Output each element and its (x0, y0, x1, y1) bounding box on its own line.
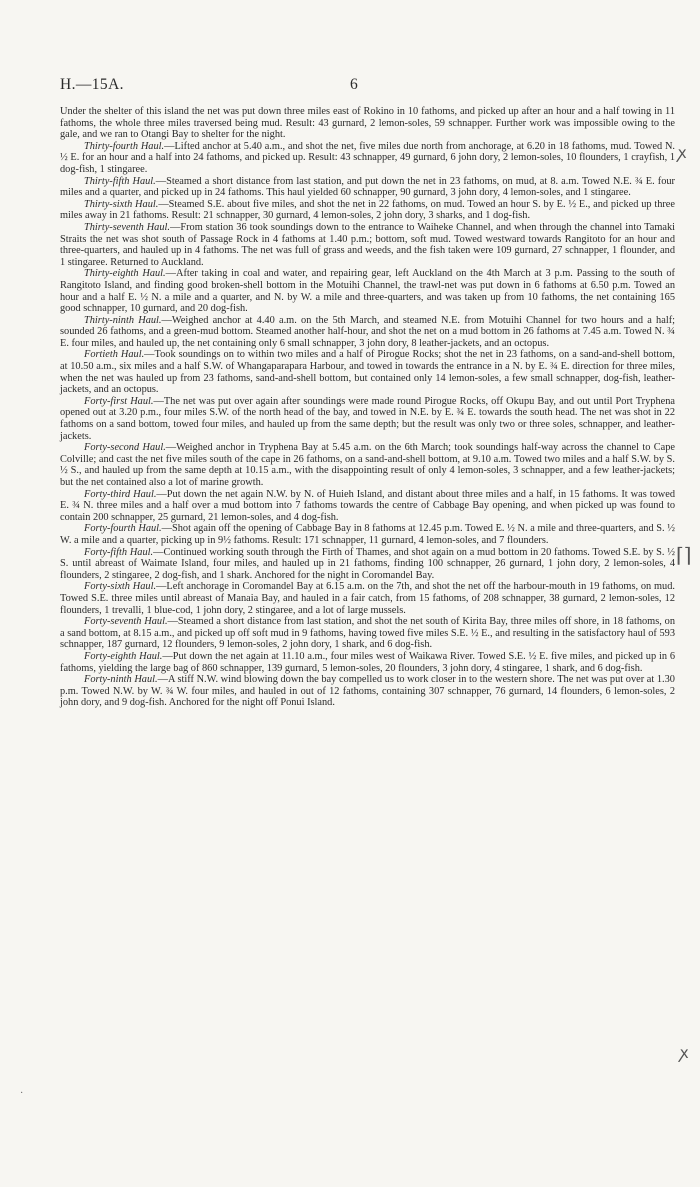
paragraph-text: —From station 36 took soundings down to the entrance to Waiheke Channel, and when through the channel into Tamaki Straits the net was shot south of Passage Rock in 4 fathoms at 1.40 p.m.; bottom, soft mud. Towed westward towards Rangitoto for an hour and three-quarters, and hauled up in 4 fathoms. The net was full of grass and weeds, and the fish taken were 109 gurnard, 27 schnapper, 1 flounder, and 1 stingaree. Returned to Auckland. (60, 221, 676, 268)
haul-40-paragraph (60, 349, 675, 395)
haul-44-paragraph (60, 523, 675, 546)
haul-49-paragraph (60, 674, 675, 709)
paragraph-text: —Steamed a short distance from last station, and shot the net south of Kirita Bay, three miles off shore, in 18 fathoms, on a sand bottom, at 8.15 a.m., and picked up off soft mud in 9 fathoms, having towed five miles S.E. ½ E., and resulting in the satisfactory haul of 593 schnapper, 187 gurnard, 12 flounders, 9 lemon-soles, 2 john dory, 1 shark, and 6 dog-fish. (60, 616, 675, 651)
haul-39-paragraph (60, 315, 675, 350)
body-text (60, 106, 675, 709)
haul-title: Forty-second Haul. (84, 442, 166, 454)
paragraph-text: —Put down the net again N.W. by N. of Huieh Island, and distant about three miles and a half, in 15 fathoms. It was towed E. ¾ N. three miles and a half over a mud bottom into 7 fathoms towards the centre of Cabbage Bay opening, and when picked up was found to contain 200 schnapper, 25 gurnard, 21 lemon-soles, and 4 dog-fish. (60, 488, 675, 523)
paragraph-text: —Lifted anchor at 5.40 a.m., and shot the net, five miles due north from anchorage, at 6.20 in 18 fathoms, mud. Towed N. ½ E. for an hour and a half into 24 fathoms, and picked up. Result: 43 schnapper, 49 gurnard, 6 john dory, 2 lemon-soles, 10 flounders, 1 crayfish, 1 dog-fish, 1 stingaree. (60, 140, 675, 175)
haul-43-paragraph (60, 489, 675, 524)
paragraph-intro (60, 106, 675, 141)
paragraph-text: —Shot again off the opening of Cabbage Bay in 8 fathoms at 12.45 p.m. Towed E. ½ N. a mile and three-quarters, and S. ½ W. a mile and a quarter, picking up in 9½ fathoms. Result: 171 schnapper, 11 gurnard, 4 lemon-soles, and 7 flounders. (60, 523, 675, 546)
paragraph-text: —Left anchorage in Coromandel Bay at 6.15 a.m. on the 7th, and shot the net off the harbour-mouth in 19 fathoms, on mud. Towed S.E. three miles until abreast of Manaia Bay, and hauled in a fair catch, from 15 fathoms, of 208 schnapper, 38 gurnard, 2 lemon-soles, 12 flounders, 1 trevalli, 1 blue-cod, 1 john dory, 2 stingaree, and a lot of large mussels. (60, 581, 675, 616)
haul-title: Fortieth Haul. (84, 349, 145, 361)
haul-title: Forty-sixth Haul. (84, 581, 157, 593)
haul-34-paragraph (60, 141, 675, 176)
haul-title: Forty-fifth Haul. (84, 546, 154, 558)
haul-35-paragraph (60, 176, 675, 199)
haul-46-paragraph (60, 581, 675, 616)
document-reference: H.—15A. (60, 76, 124, 93)
haul-38-paragraph (60, 268, 675, 314)
paragraph-text: —Steamed a short distance from last station, and put down the net in 23 fathoms, on mud, at 8. a.m. Towed N.E. ¾ E. four miles and a quarter, and picked up in 24 fathoms. This haul yielded 60 schnapper, 90 gurnard, 3 john dory, 4 lemon-soles, and 1 stingaree. (60, 175, 675, 199)
haul-45-paragraph (60, 547, 675, 582)
haul-title: Thirty-fifth Haul. (84, 175, 156, 187)
paragraph-text: —Weighed anchor at 4.40 a.m. on the 5th March, and steamed N.E. from Motuihi Channel for two hours and a half; sounded 26 fathoms, and a green-mud bottom. Steamed another half-hour, and shot the net on a mud bottom in 26 fathoms at 7.45 a.m. Towed N. ¾ E. four miles, and hauled up, the net containing only 6 small schnapper, 3 john dory, 8 leather-jackets, and an octopus. (60, 314, 676, 349)
margin-dot: · (20, 1088, 24, 1099)
haul-title: Thirty-fourth Haul. (84, 140, 165, 152)
haul-title: Thirty-sixth Haul. (84, 198, 159, 210)
margin-bracket-mark: ⌈⌉ (676, 545, 692, 567)
haul-title: Forty-seventh Haul. (84, 616, 168, 628)
haul-title: Thirty-seventh Haul. (84, 221, 170, 233)
paragraph-text: —Weighed anchor in Tryphena Bay at 5.45 a.m. on the 6th March; took soundings half-way across the channel to Cape Colville; and cast the net five miles south of the cape in 26 fathoms, on a sand-and-shell bottom, at 9.10 a.m. Towed two miles and a half S.W. by S. ½ S., and hauled up from the same depth at 10.15 a.m., with the disappointing result of only 4 lemon-soles, 3 schnapper, and a few leather-jackets; but the net contained also a lot of marine growth. (60, 442, 675, 488)
page-number: 6 (350, 76, 358, 93)
haul-42-paragraph (60, 442, 675, 488)
paragraph-text: —A stiff N.W. wind blowing down the bay compelled us to work closer in to the western shore. The net was put over at 1.30 p.m. Towed N.W. by W. ¾ W. four miles, and hauled in out of 12 fathoms, containing 307 schnapper, 76 gurnard, 14 flounders, 6 lemon-soles, 2 john dory, and 9 dog-fish. Anchored for the night off Ponui Island. (60, 674, 675, 709)
paragraph-text: Under the shelter of this island the net was put down three miles east of Rokino in 10 fathoms, and picked up after an hour and a half towing in 11 fathoms, the whole three miles traversed being mud. Result: 43 gurnard, 2 lemon-soles, 59 schnapper. Further work was impossible owing to the gale, and we ran to Otangi Bay to shelter for the night. (60, 106, 675, 141)
paragraph-text: —The net was put over again after soundings were made round Pirogue Rocks, off Okupu Bay, and out until Port Tryphena opened out at 3.20 p.m., four miles S.W. of the north head of the bay, and towed in N.E. by E. ¾ E. towards the south head. The net was shot in 22 fathoms on a sand bottom, towed four miles, and hauled up from the same depth; but the result was only two or three soles, schnapper, and leather-jackets. (60, 395, 675, 442)
haul-title: Forty-fourth Haul. (84, 523, 162, 535)
paragraph-text: —Continued working south through the Firth of Thames, and shot again on a mud bottom in 20 fathoms. Towed S.E. by S. ½ S. until abreast of Waimate Island, four miles, and hauled up in 21 fathoms, finding 100 schnapper, 26 gurnard, 1 john dory, 2 lemon-soles, 4 flounders, 2 stingaree, 2 dog-fish, and 1 shark. Anchored for the night in Coromandel Bay. (60, 546, 676, 581)
haul-37-paragraph (60, 222, 675, 268)
paragraph-text: —After taking in coal and water, and repairing gear, left Auckland on the 4th March at 3 p.m. Passing to the south of Rangitoto Island, and finding good broken-shell bottom in the Motuihi Channel, the trawl-net was put down in 6 fathoms at 6.50 p.m. Towed an hour and a half E. ½ N. a mile and a quarter, and N. by W. a mile and three-quarters, and was taken up from 10 fathoms, the net containing 165 good schnapper, 10 gurnard, and 20 dog-fish. (60, 268, 675, 315)
haul-title: Thirty-eighth Haul. (84, 268, 166, 280)
haul-title: Forty-eighth Haul. (84, 650, 163, 662)
margin-annotation-mark: ꭗ (680, 1045, 689, 1062)
haul-title: Thirty-ninth Haul. (84, 314, 162, 326)
paragraph-text: —Took soundings on to within two miles and a half of Pirogue Rocks; shot the net in 23 fathoms, on a sand-and-shell bottom, at 10.50 a.m., six miles and a half S.W. of Whangaparapara Harbour, and towed in towards the entrance in a N. by E. ¾ E. direction for three miles, when the net was hauled up from 23 fathoms, sand-and-shell bottom, but contained only 14 lemon-soles, a few small schnapper, dog-fish, leather-jackets, and an octopus. (60, 349, 675, 396)
haul-title: Forty-first Haul. (84, 395, 154, 407)
haul-41-paragraph (60, 396, 675, 442)
paragraph-text: —Put down the net again at 11.10 a.m., four miles west of Waikawa River. Towed S.E. ½ E. five miles, and picked up in 6 fathoms, yielding the large bag of 860 schnapper, 139 gurnard, 5 lemon-soles, 20 flounders, 3 john dory, 4 stingaree, 1 shark, and 6 dog-fish. (60, 650, 675, 674)
page-header (60, 76, 675, 98)
haul-47-paragraph (60, 616, 675, 651)
margin-annotation-mark: ꭗ (678, 145, 687, 162)
haul-title: Forty-third Haul. (84, 488, 157, 500)
haul-title: Forty-ninth Haul. (84, 674, 158, 686)
haul-48-paragraph (60, 651, 675, 674)
paragraph-text: —Steamed S.E. about five miles, and shot the net in 22 fathoms, on mud. Towed an hour S. by E. ½ E., and picked up three miles away in 21 fathoms. Result: 21 schnapper, 30 gurnard, 4 lemon-soles, 2 john dory, 3 sharks, and 1 dog-fish. (60, 198, 675, 222)
haul-36-paragraph (60, 199, 675, 222)
